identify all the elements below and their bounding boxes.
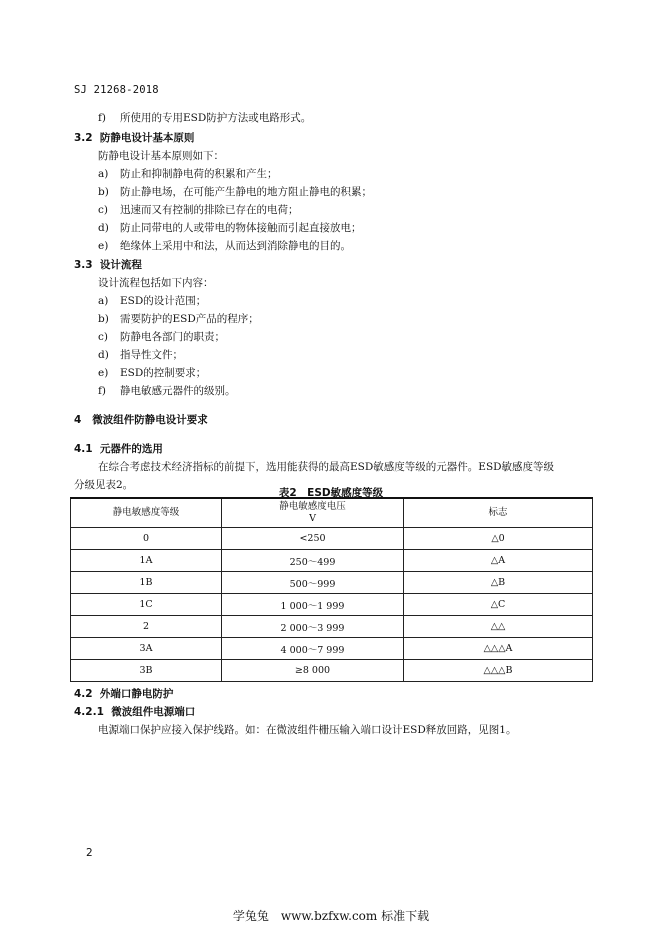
- item-label: a): [98, 168, 109, 180]
- item-label: f): [98, 112, 106, 124]
- item-label: f): [98, 385, 106, 397]
- section-4-2-1-heading: [74, 704, 195, 719]
- cell-grade: 0: [71, 528, 222, 550]
- item-label: a): [98, 295, 109, 307]
- section-number: 4.2.1: [74, 706, 104, 718]
- item-text: 绝缘体上采用中和法，从而达到消除静电的目的。: [120, 240, 351, 252]
- section-title: 外端口静电防护: [99, 688, 174, 700]
- section-number: 3.3: [74, 259, 93, 271]
- section-3-2-intro: 防静电设计基本原则如下：: [98, 150, 224, 162]
- list-item: [98, 311, 259, 326]
- list-item: [98, 238, 351, 253]
- section-4-2-heading: [74, 686, 173, 701]
- item-text: 指导性文件；: [120, 349, 183, 361]
- cell-voltage: ≥8 000: [222, 660, 404, 682]
- cell-mark: △C: [404, 594, 593, 616]
- section-title: 微波组件电源端口: [111, 706, 196, 718]
- cell-voltage: 2 000～3 999: [222, 616, 404, 638]
- section-number: 3.2: [74, 132, 93, 144]
- table-row: [71, 528, 593, 550]
- cell-mark: △A: [404, 550, 593, 572]
- section-3-3-intro: 设计流程包括如下内容：: [98, 277, 214, 289]
- item-text: 静电敏感元器件的级别。: [120, 385, 236, 397]
- item-text: 所使用的专用ESD防护方法或电路形式。: [120, 112, 312, 124]
- cell-mark: △△: [404, 616, 593, 638]
- paragraph-line: 分级见表2。: [74, 479, 134, 491]
- table-row: [71, 594, 593, 616]
- cell-grade: 3A: [71, 638, 222, 660]
- table-row: [71, 638, 593, 660]
- section-title: 防静电设计基本原则: [99, 132, 195, 144]
- paragraph: 电源端口保护应接入保护线路。如：在微波组件栅压输入端口设计ESD释放回路，见图1。: [98, 724, 517, 736]
- table-row: [71, 550, 593, 572]
- cell-grade: 3B: [71, 660, 222, 682]
- section-number: 4.1: [74, 443, 93, 455]
- list-item: [98, 365, 206, 380]
- page-number: 2: [86, 847, 93, 859]
- table-row: [71, 660, 593, 682]
- section-number: 4: [74, 414, 82, 426]
- item-label: d): [98, 222, 109, 234]
- item-text: 防止同带电的人或带电的物体接触而引起直接放电；: [120, 222, 362, 234]
- cell-voltage: <250: [222, 528, 404, 550]
- item-label: b): [98, 313, 109, 325]
- doc-code: SJ 21268-2018: [74, 84, 159, 96]
- item-text: ESD的控制要求；: [120, 367, 207, 379]
- section-number: 4.2: [74, 688, 93, 700]
- item-text: ESD的设计范围；: [120, 295, 207, 307]
- item-label: b): [98, 186, 109, 198]
- paragraph-line: 在综合考虑技术经济指标的前提下，选用能获得的最高ESD敏感度等级的元器件。ESD敏感度等级: [98, 461, 555, 473]
- cell-voltage: 1 000～1 999: [222, 594, 404, 616]
- table-row: [71, 572, 593, 594]
- list-item: [98, 347, 183, 362]
- item-text: 防止和抑制静电荷的积累和产生；: [120, 168, 278, 180]
- list-item: [98, 184, 372, 199]
- cell-mark: △△△A: [404, 638, 593, 660]
- cell-grade: 2: [71, 616, 222, 638]
- cell-grade: 1B: [71, 572, 222, 594]
- section-3-3-heading: [74, 257, 142, 272]
- cell-grade: 1A: [71, 550, 222, 572]
- cell-voltage: 4 000～7 999: [222, 638, 404, 660]
- header-voltage-unit: V: [309, 513, 316, 524]
- item-text: 迅速而又有控制的排除已存在的电荷；: [120, 204, 299, 216]
- section-title: 微波组件防静电设计要求: [92, 414, 208, 426]
- esd-sensitivity-table: [70, 497, 593, 682]
- section-title: 元器件的选用: [99, 443, 163, 455]
- header-voltage-label: 静电敏感度电压: [279, 501, 346, 512]
- footer-watermark: 学兔兔 www.bzfxw.com 标准下载: [232, 909, 430, 923]
- item-label: e): [98, 240, 109, 252]
- section-4-1-heading: [74, 441, 163, 456]
- cell-mark: △△△B: [404, 660, 593, 682]
- list-item: [98, 293, 206, 308]
- item-label: e): [98, 367, 109, 379]
- header-grade: 静电敏感度等级: [71, 498, 222, 528]
- cell-grade: 1C: [71, 594, 222, 616]
- table-header-row: [71, 498, 593, 528]
- item-label: c): [98, 331, 108, 343]
- section-4-heading: [74, 412, 208, 427]
- header-voltage: [222, 498, 404, 528]
- cell-voltage: 500～999: [222, 572, 404, 594]
- item-text: 需要防护的ESD产品的程序；: [120, 313, 259, 325]
- list-item: [98, 329, 225, 344]
- cell-mark: △0: [404, 528, 593, 550]
- item-label: d): [98, 349, 109, 361]
- section-title: 设计流程: [99, 259, 142, 271]
- item-text: 防止静电场，在可能产生静电的地方阻止静电的积累；: [120, 186, 372, 198]
- section-3-2-heading: [74, 130, 194, 145]
- cell-mark: △B: [404, 572, 593, 594]
- list-item: [98, 110, 311, 125]
- item-label: c): [98, 204, 108, 216]
- list-item: [98, 202, 299, 217]
- table-caption: 表2 ESD敏感度等级: [278, 487, 384, 499]
- table-row: [71, 616, 593, 638]
- list-item: [98, 166, 278, 181]
- header-mark: 标志: [404, 498, 593, 528]
- list-item: [98, 383, 236, 398]
- list-item: [98, 220, 362, 235]
- item-text: 防静电各部门的职责；: [120, 331, 225, 343]
- cell-voltage: 250～499: [222, 550, 404, 572]
